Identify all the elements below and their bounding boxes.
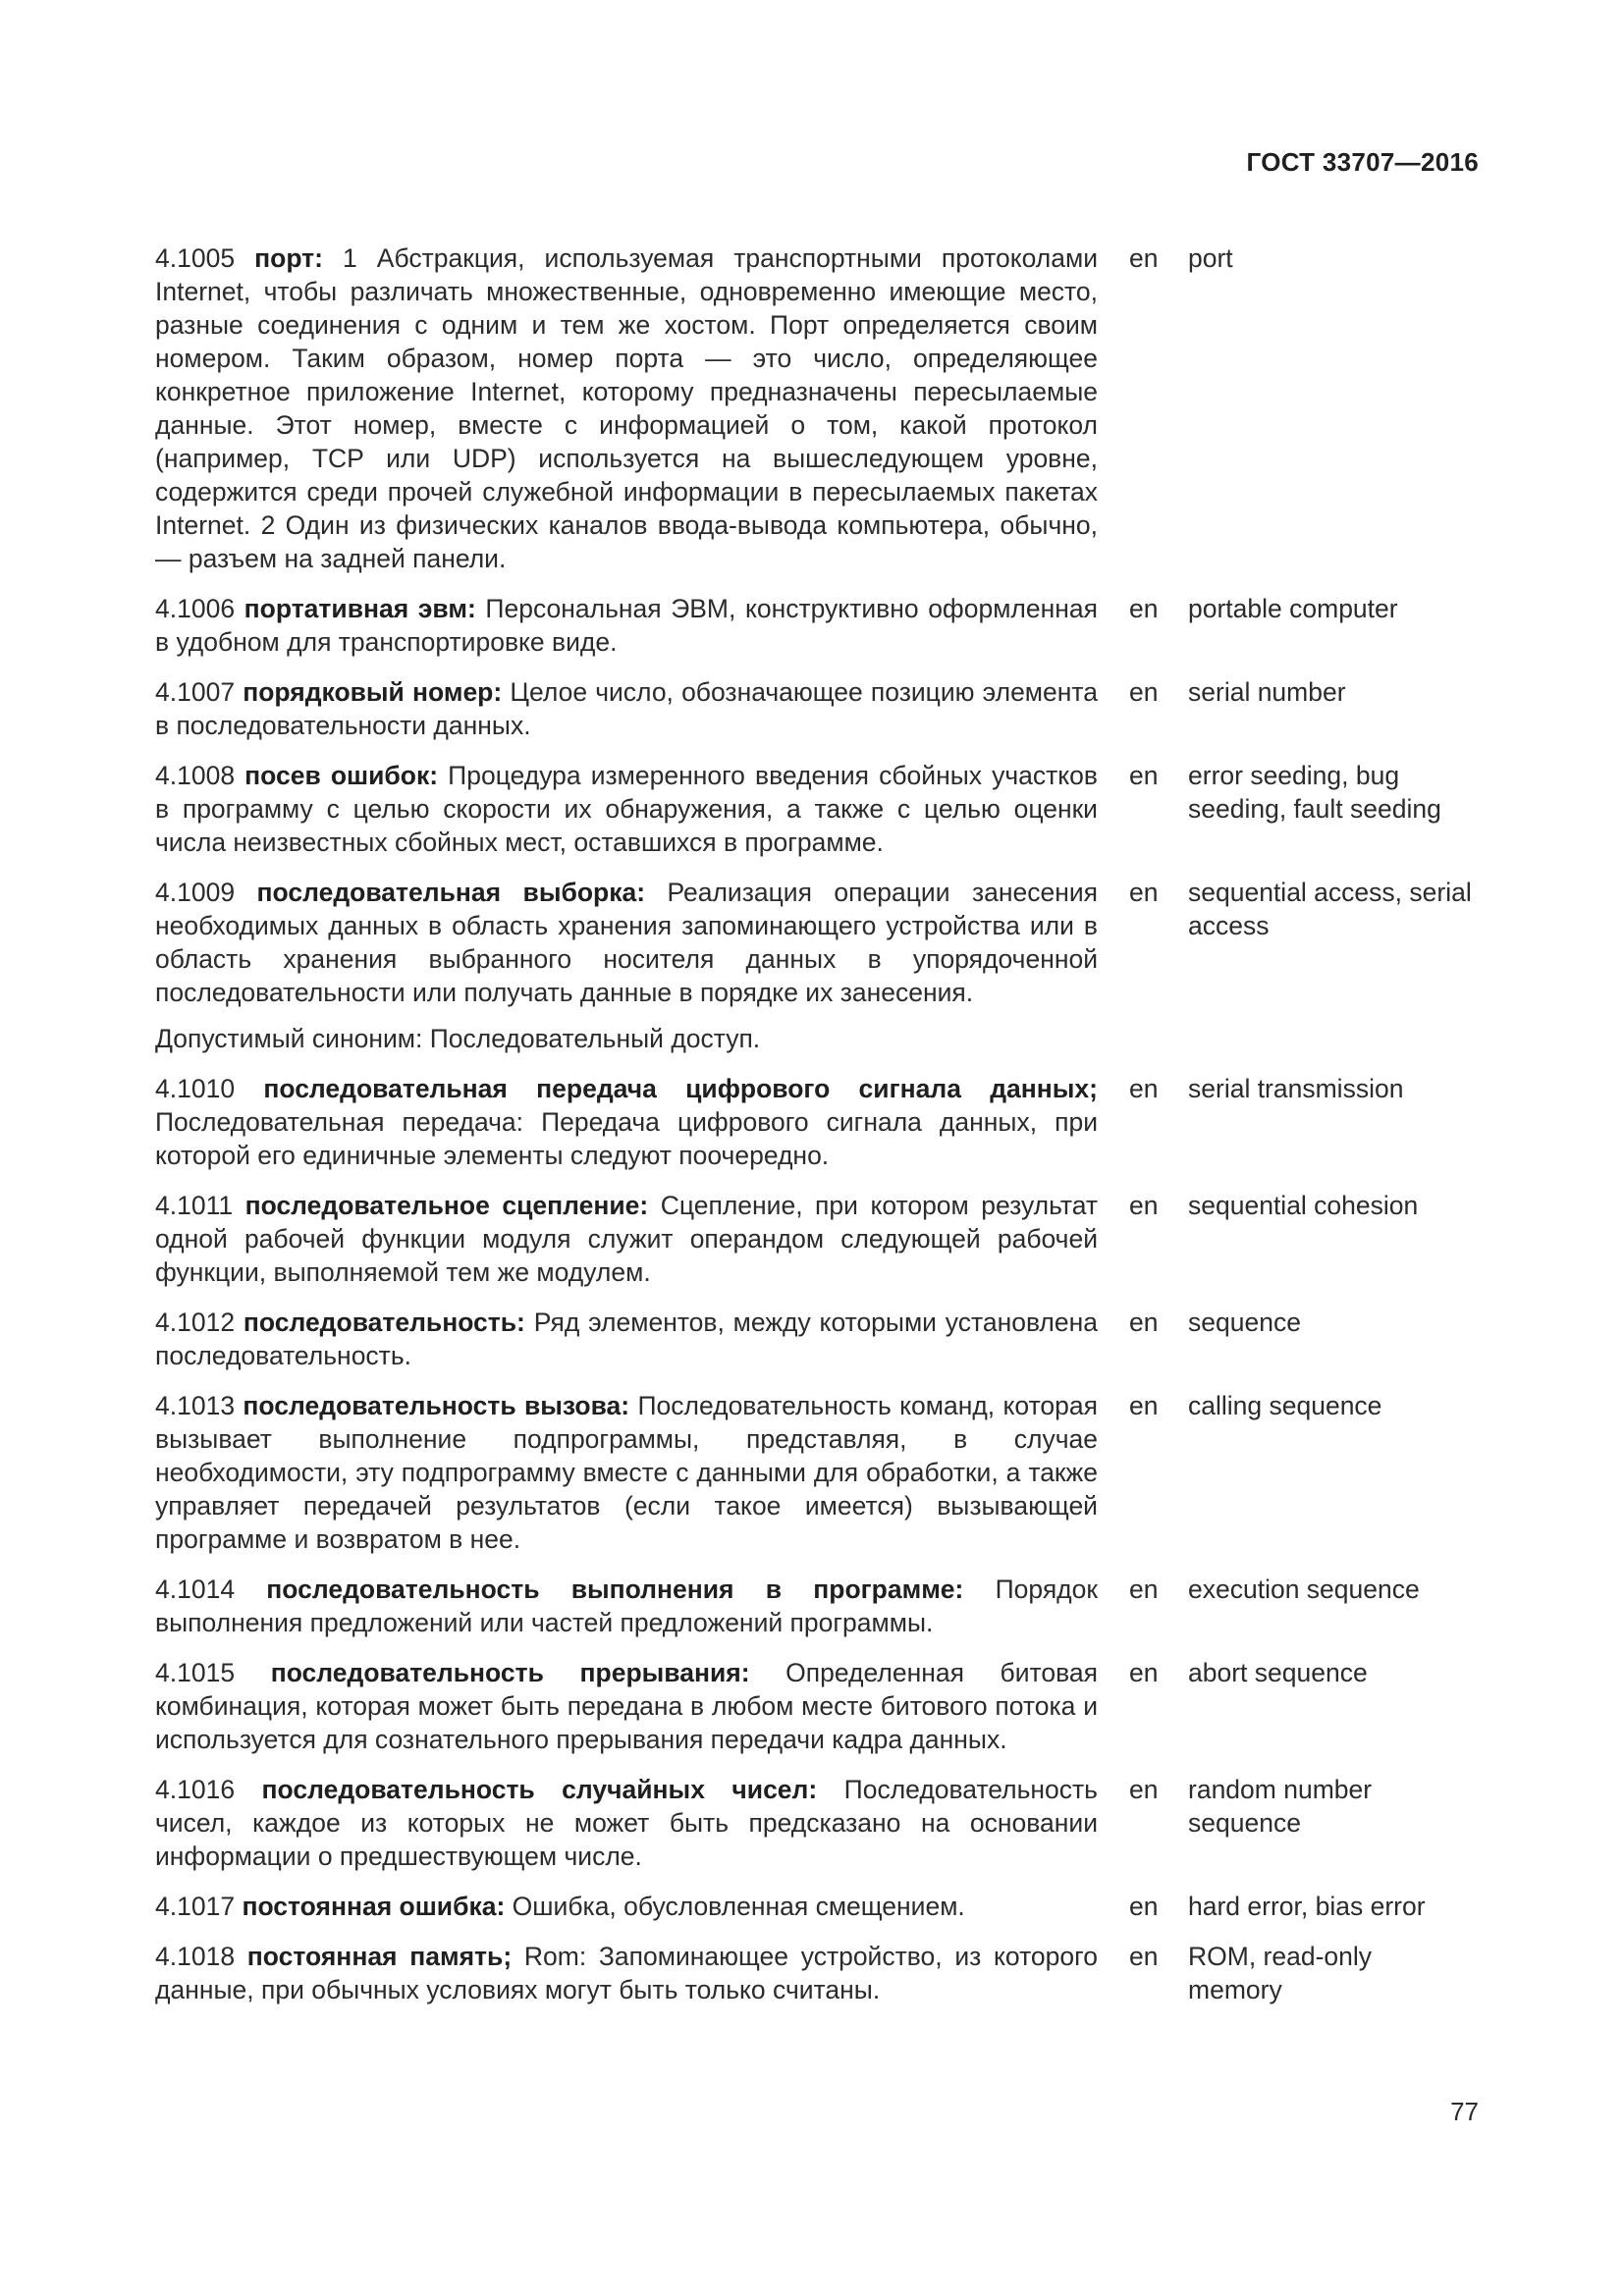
english-equivalent: calling sequence bbox=[1188, 1391, 1382, 1420]
term-definition bbox=[155, 1656, 1098, 1756]
term-name: посев ошибок: bbox=[244, 761, 439, 790]
term-name: последовательность случайных чисел: bbox=[261, 1775, 818, 1804]
english-equivalent: abort sequence bbox=[1188, 1658, 1368, 1687]
term-number: 4.1018 bbox=[155, 1942, 236, 1971]
language-code: en bbox=[1129, 1892, 1159, 1921]
term-entry-4-1015 bbox=[155, 1656, 1490, 1756]
term-entry-4-1008 bbox=[155, 759, 1490, 859]
language-code: en bbox=[1129, 1391, 1159, 1420]
language-code: en bbox=[1129, 243, 1159, 273]
term-list bbox=[155, 241, 1490, 2023]
term-text: Сцепление, при котором результат одной рабочей функции модуля служит операндом следующей рабочей функции, выполняемой тем же модулем. bbox=[155, 1191, 1098, 1287]
term-definition bbox=[155, 759, 1098, 859]
term-text: Последовательность команд, которая вызывает выполнение подпрограммы, представляя, в случае необходимости, эту подпрограмму вместе с данными для обработки, а также управляет передачей результатов (если такое имеется) вызывающей программе и возвратом в нее. bbox=[155, 1391, 1098, 1554]
language-code: en bbox=[1129, 1074, 1159, 1103]
term-text: Реализация операции занесения необходимых данных в область хранения запоминающего устройства или в область хранения выбранного носителя данных в упорядоченной последовательности или получать данные в порядке их занесения. bbox=[155, 878, 1098, 1007]
language-code: en bbox=[1129, 594, 1159, 623]
term-text: Персональная ЭВМ, конструктивно оформленная в удобном для транспортировке виде. bbox=[155, 594, 1098, 657]
term-definition bbox=[155, 1890, 1098, 1923]
term-number: 4.1016 bbox=[155, 1775, 236, 1804]
term-text: Определенная битовая комбинация, которая может быть передана в любом месте битового потока и используется для сознательного прерывания передачи кадра данных. bbox=[155, 1658, 1098, 1754]
term-entry-4-1010 bbox=[155, 1072, 1490, 1172]
term-text: Порядок выполнения предложений или частей предложений программы. bbox=[155, 1575, 1098, 1637]
term-text: 1 Абстракция, используемая транспортными протоколами Internet, чтобы различать множественные, одновременно имеющие место, разные соединения с одним и тем же хостом. Порт определяется своим номером. Таким образом, номер порта — это число, определяющее конкретное приложение Internet, которому предназначены пересылаемые данные. Этот номер, вместе с информацией о том, какой протокол (например, TCP или UDP) используется на вышеследующем уровне, содержится среди прочей служебной информации в пересылаемых пакетах Internet. 2 Один из физических каналов ввода-вывода компьютера, обычно, — разъем на задней панели. bbox=[155, 243, 1098, 573]
term-text: Ошибка, обусловленная смещением. bbox=[505, 1892, 965, 1921]
term-number: 4.1009 bbox=[155, 878, 236, 907]
term-entry-4-1012 bbox=[155, 1306, 1490, 1372]
language-code: en bbox=[1129, 1658, 1159, 1687]
term-name: последовательность выполнения в программе: bbox=[266, 1575, 964, 1604]
term-text: Ряд элементов, между которыми установлена последовательность. bbox=[155, 1308, 1098, 1370]
term-name: последовательное сцепление: bbox=[244, 1191, 649, 1220]
english-equivalent: port bbox=[1188, 243, 1233, 273]
term-name: последовательная выборка: bbox=[256, 878, 646, 907]
english-equivalent: ROM, read-only memory bbox=[1188, 1942, 1373, 2004]
term-number: 4.1008 bbox=[155, 761, 236, 790]
english-equivalent: sequential access, serial access bbox=[1188, 878, 1472, 940]
language-code: en bbox=[1129, 1191, 1159, 1220]
term-name: постоянная память; bbox=[246, 1942, 513, 1971]
term-definition bbox=[155, 1072, 1098, 1172]
term-entry-4-1017 bbox=[155, 1890, 1490, 1923]
language-code: en bbox=[1129, 677, 1159, 707]
term-entry-4-1016 bbox=[155, 1773, 1490, 1873]
english-equivalent: sequence bbox=[1188, 1308, 1301, 1337]
term-definition bbox=[155, 1573, 1098, 1639]
term-entry-4-1014 bbox=[155, 1573, 1490, 1639]
english-equivalent: serial number bbox=[1188, 677, 1346, 707]
language-code: en bbox=[1129, 761, 1159, 790]
page-number: 77 bbox=[1450, 2097, 1479, 2126]
term-name: порядковый номер: bbox=[243, 677, 503, 707]
term-text: Целое число, обозначающее позицию элемента в последовательности данных. bbox=[155, 677, 1098, 740]
term-definition bbox=[155, 1389, 1098, 1556]
term-entry-4-1007 bbox=[155, 675, 1490, 742]
term-definition bbox=[155, 1189, 1098, 1289]
english-equivalent: execution sequence bbox=[1188, 1575, 1420, 1604]
term-name: последовательность прерывания: bbox=[270, 1658, 750, 1687]
term-definition bbox=[155, 876, 1098, 1055]
term-text: Rom: Запоминающее устройство, из которого данные, при обычных условиях могут быть только считаны. bbox=[155, 1942, 1098, 2004]
term-number: 4.1005 bbox=[155, 243, 236, 273]
term-entry-4-1005 bbox=[155, 241, 1490, 575]
language-code: en bbox=[1129, 1308, 1159, 1337]
term-number: 4.1010 bbox=[155, 1074, 236, 1103]
term-synonym: Допустимый синоним: Последовательный доступ. bbox=[155, 1024, 761, 1053]
english-equivalent: portable computer bbox=[1188, 594, 1398, 623]
term-definition bbox=[155, 1306, 1098, 1372]
term-entry-4-1009 bbox=[155, 876, 1490, 1055]
term-name: последовательность: bbox=[243, 1308, 525, 1337]
english-equivalent: sequential cohesion bbox=[1188, 1191, 1419, 1220]
term-text: Последовательность чисел, каждое из которых не может быть предсказано на основании информации о предшествующем числе. bbox=[155, 1775, 1098, 1871]
english-equivalent: serial transmission bbox=[1188, 1074, 1404, 1103]
term-number: 4.1013 bbox=[155, 1391, 236, 1420]
term-text: Процедура измеренного введения сбойных участков в программу с целью скорости их обнаружения, а также с целью оценки числа неизвестных сбойных мест, оставшихся в программе. bbox=[155, 761, 1098, 857]
term-number: 4.1006 bbox=[155, 594, 236, 623]
term-entry-4-1006 bbox=[155, 592, 1490, 659]
term-entry-4-1018 bbox=[155, 1940, 1490, 2006]
term-name: последовательность вызова: bbox=[243, 1391, 630, 1420]
language-code: en bbox=[1129, 1942, 1159, 1971]
term-number: 4.1007 bbox=[155, 677, 236, 707]
term-entry-4-1013 bbox=[155, 1389, 1490, 1556]
term-number: 4.1015 bbox=[155, 1658, 236, 1687]
term-definition bbox=[155, 592, 1098, 659]
language-code: en bbox=[1129, 1775, 1159, 1804]
term-text: Последовательная передача: Передача цифрового сигнала данных, при которой его единичные элементы следуют поочередно. bbox=[155, 1107, 1098, 1170]
term-definition bbox=[155, 241, 1098, 575]
term-name: постоянная ошибка: bbox=[242, 1892, 506, 1921]
english-equivalent: error seeding, bug seeding, fault seeding bbox=[1188, 761, 1441, 824]
term-number: 4.1011 bbox=[155, 1191, 234, 1220]
term-number: 4.1017 bbox=[155, 1892, 236, 1921]
language-code: en bbox=[1129, 878, 1159, 907]
language-code: en bbox=[1129, 1575, 1159, 1604]
term-name: портативная эвм: bbox=[244, 594, 476, 623]
term-name: последовательная передача цифрового сигнала данных; bbox=[263, 1074, 1098, 1103]
english-equivalent: random number sequence bbox=[1188, 1775, 1373, 1838]
standard-header: ГОСТ 33707—2016 bbox=[1246, 147, 1479, 177]
term-number: 4.1012 bbox=[155, 1308, 236, 1337]
english-equivalent: hard error, bias error bbox=[1188, 1892, 1426, 1921]
term-entry-4-1011 bbox=[155, 1189, 1490, 1289]
term-name: порт: bbox=[254, 243, 323, 273]
term-definition bbox=[155, 1773, 1098, 1873]
term-definition bbox=[155, 1940, 1098, 2006]
term-number: 4.1014 bbox=[155, 1575, 236, 1604]
term-definition bbox=[155, 675, 1098, 742]
